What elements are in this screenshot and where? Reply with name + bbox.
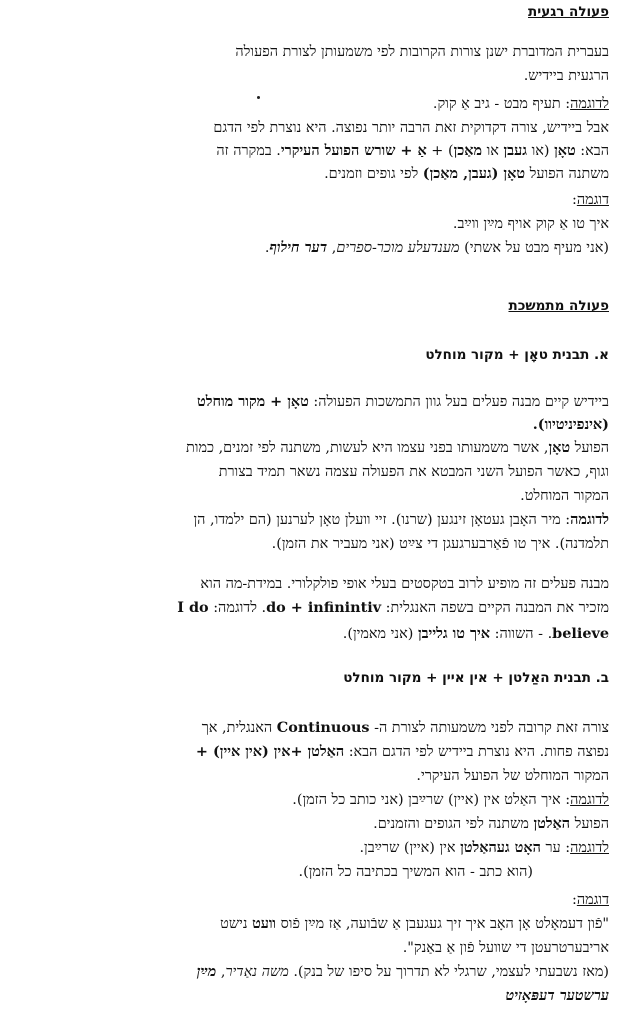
example-line: איך טו אַ קוק אויף מײַן װײַב. bbox=[452, 216, 609, 232]
example-line: לדוגמה: מיר האָבן געטאָן זינגען (שרנו). זיי װעלן טאָן לערנען (הם ילמדו, הן bbox=[193, 511, 609, 528]
paragraph-line: נפוצה פחות. היא נוצרת ביידיש לפי הדגם הבא: האַלטן +אין (אין איין) + bbox=[195, 743, 609, 760]
quote-line: "פֿון דעמאָלט אָן האָב איך זיך געגעבן אַ שבֿועה, אַז מײַן פֿוס װעט נישט bbox=[220, 915, 609, 932]
paragraph-line: אבל ביידיש, צורה דקדוקית זאת הרבה יותר נפוצה. היא נוצרת לפי הדגם bbox=[213, 120, 609, 136]
example-line: תלמדנה). איך טו פֿאַרבערגעגן די צײַט (אני מעביר את הזמן). bbox=[271, 536, 609, 552]
section-heading-continuous: פעולה מתמשכת bbox=[508, 298, 609, 314]
paragraph-line: believe. - השווה: איך טו גלייבן (אני מאמין). bbox=[342, 625, 609, 642]
paragraph-line: וגוף, כאשר הפועל השני המבטא את הפעולה עצמה נשאר תמיד בצורת bbox=[218, 464, 609, 480]
example-line bbox=[8, 94, 609, 114]
example-line: לדוגמה: ער האָט געהאַלטן אין (איין) שרײַבן. bbox=[359, 839, 609, 856]
paragraph-line: בעברית המדוברת ישנן צורות הקרובות לפי משמעותן לצורת הפעולה bbox=[235, 44, 609, 60]
quote-line: אריבערטרעטן די שװעל פֿון אַ באַנק". bbox=[402, 940, 609, 956]
example-heading: דוגמה: bbox=[571, 192, 609, 208]
paragraph-line: (אינפיניטיוו). bbox=[532, 416, 609, 433]
paragraph-line: ביידיש קיים מבנה פעלים בעל גוון התמשכות הפעולה: טאָן + מקור מוחלט bbox=[197, 393, 609, 410]
example-line: לדוגמה: איך האַלט אין (איין) שרײַבן (אני כותב כל הזמן). bbox=[292, 792, 609, 808]
paragraph-line: המקור המוחלט. bbox=[520, 488, 609, 504]
quote-translation: (מאז נשבעתי לעצמי, שרגלי לא תדרוך על סיפו של בנק). משה נאַדיר, מײַן bbox=[196, 963, 609, 980]
paragraph-line: הפועל טאָן, אשר משמעותו בפני עצמו היא לעשות, משתנה לפי זמנים, כמות bbox=[186, 439, 609, 456]
example-translation: (אני מעיף מבט על אשתי) מענדעלע מוכר-ספרים, דער חילוף. bbox=[264, 239, 609, 256]
example-translation: (הוא כתב - הוא המשיך בכתיבה כל הזמן). bbox=[298, 864, 533, 880]
paragraph-line: המקור המוחלט של הפועל העיקרי. bbox=[416, 768, 609, 784]
subheading-b: ב. תבנית האַלטן + אין איין + מקור מוחלט bbox=[343, 670, 609, 686]
paragraph-line: הרגעית ביידיש. bbox=[523, 68, 609, 84]
paragraph-line: מזכיר את המבנה הקיים בשפה האנגלית: do + infinintiv. לדוגמה: I do bbox=[177, 599, 609, 616]
speck bbox=[257, 96, 260, 99]
paragraph-line: משתנה הפועל טאָן (געבן, מאַכן) לפי גופים וזמנים. bbox=[324, 165, 609, 182]
paragraph-line: הפועל האַלטן משתנה לפי הגופים והזמנים. bbox=[373, 815, 609, 832]
example-heading: דוגמה: bbox=[571, 892, 609, 908]
section-heading-momentary: פעולה רגעית bbox=[528, 4, 609, 20]
example-text: : תעיף מבט - גיב אַ קוק. bbox=[432, 96, 571, 112]
example-label: לדוגמה bbox=[570, 96, 609, 112]
quote-source: ערשטער דעפּאָזיט bbox=[505, 987, 609, 1004]
subheading-a: א. תבנית טאָן + מקור מוחלט bbox=[425, 347, 609, 363]
paragraph-line: צורה זאת קרובה לפני משמעותה לצורת ה- Continuous האנגלית, אך bbox=[201, 719, 609, 736]
paragraph-line: מבנה פעלים זה מופיע לרוב בטקסטים בעלי אופי פולקלורי. במידת-מה הוא bbox=[200, 576, 609, 592]
paragraph-line: הבא: טאָן (או געבן או מאַכן) + אַ + שורש הפועל העיקרי. במקרה זה bbox=[216, 142, 609, 159]
